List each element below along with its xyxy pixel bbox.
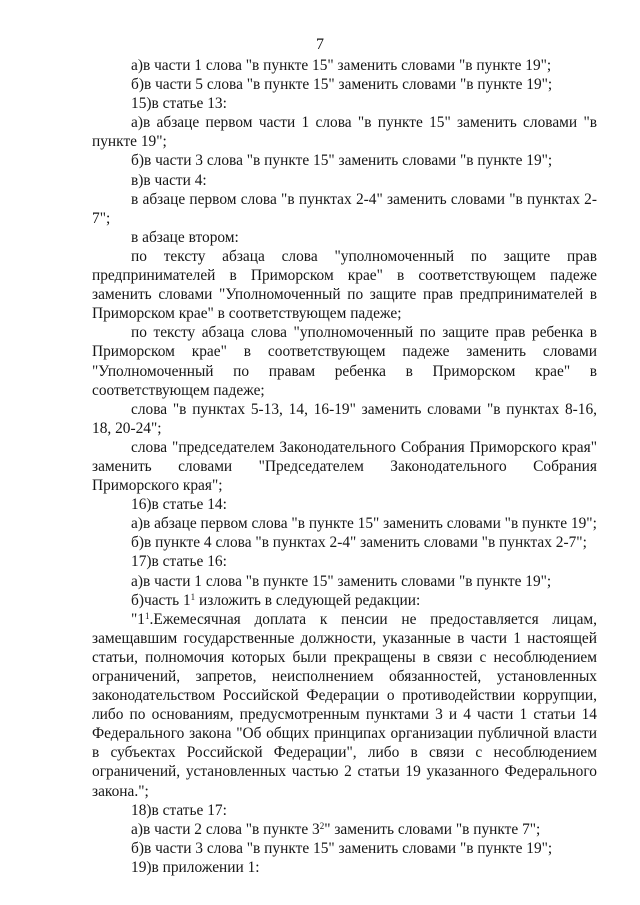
item-16-heading: 16)в статье 14: [131,496,227,514]
paragraph-amend-a-part1: а)в части 1 слова "в пункте 15" заменить словами "в пункте 19"; [131,57,552,74]
paragraph-new-part-1-1 [92,610,597,801]
paragraph-18a-text-after: " заменить словами "в пункте 7"; [324,820,541,838]
paragraph-entrepreneurs-ombudsman: по тексту абзаца слова "уполномоченный по защите прав предпринимателей в Приморском крае" в соответствующем падеже заменить словами "Уполномоченный по защите прав предпринимателей в Приморском крае" в соответствующем падеже; [92,247,597,323]
paragraph-17b [92,591,597,610]
item-19-heading: 19)в приложении 1: [131,858,260,876]
paragraph-points-range: слова "в пунктах 5-13, 14, 16-19" заменить словами "в пунктах 8-16, 18, 20-24"; [92,400,597,437]
paragraph-18a-text-before: а)в части 2 слова "в пункте 3 [131,820,320,838]
paragraph-18a [92,820,597,839]
paragraph-15v-heading: в)в части 4: [131,171,207,189]
paragraph-18b: б)в части 3 слова "в пункте 15" заменить словами "в пункте 19"; [131,839,553,857]
paragraph-17b-text-after: изложить в следующей редакции: [195,591,421,609]
item-17-heading: 17)в статье 16: [131,553,227,571]
new-part-text-after: .Ежемесячная доплата к пенсии не предоставляется лицам, замещавшим государственные должности, указанные в части 1 настоящей статьи, полномочия которых были прекращены в связи с несоблюдением ограничений, запретов, неисполнением обязанностей, установленных законодательством Российской Федерации о противодействии коррупции, либо по основаниям, предусмотренным пунктами 3 и 4 части 1 статьи 14 Федерального закона "Об общих принципах организации публичной власти в субъектах Российской Федерации", либо в связи с несоблюдением ограничений, установленных частью 2 статьи 19 указанного Федерального закона."; [92,610,597,800]
paragraph-15b: б)в части 3 слова "в пункте 15" заменить словами "в пункте 19"; [131,152,553,170]
paragraph-children-ombudsman: по тексту абзаца слова "уполномоченный по защите прав ребенка в Приморском крае" в соответствующем падеже заменить словами "Уполномоченный по правам ребенка в Приморском крае" в соответствующем падеже; [92,324,597,399]
paragraph-15a: а)в абзаце первом части 1 слова "в пункте 15" заменить словами "в пункте 19"; [92,114,597,151]
paragraph-assembly-chairman: слова "председателем Законодательного Собрания Приморского края" заменить словами "Председателем Законодательного Собрания Приморского края"; [92,438,597,495]
paragraph-15v-first: в абзаце первом слова "в пунктах 2-4" заменить словами "в пунктах 2-7"; [92,190,597,227]
paragraph-17b-text-before: б)часть 1 [131,591,191,609]
paragraph-15v-second-heading: в абзаце втором: [131,228,239,246]
page-number: 7 [316,36,324,53]
item-18-heading: 18)в статье 17: [131,801,227,819]
paragraph-17a: а)в части 1 слова "в пункте 15" заменить словами "в пункте 19"; [131,572,552,590]
paragraph-16a: а)в абзаце первом слова "в пункте 15" заменить словами "в пункте 19"; [131,515,597,533]
superscript-marker: 1 [190,591,196,602]
superscript-marker: 1 [144,610,150,621]
superscript-marker: 2 [319,820,325,831]
new-part-text-before: "1 [131,610,145,628]
paragraph-amend-b-part5: б)в части 5 слова "в пункте 15" заменить словами "в пункте 19"; [131,76,553,94]
item-15-heading: 15)в статье 13: [131,95,227,113]
paragraph-16b: б)в пункте 4 слова "в пунктах 2-4" заменить словами "в пунктах 2-7"; [131,534,587,552]
document-body [92,56,597,877]
